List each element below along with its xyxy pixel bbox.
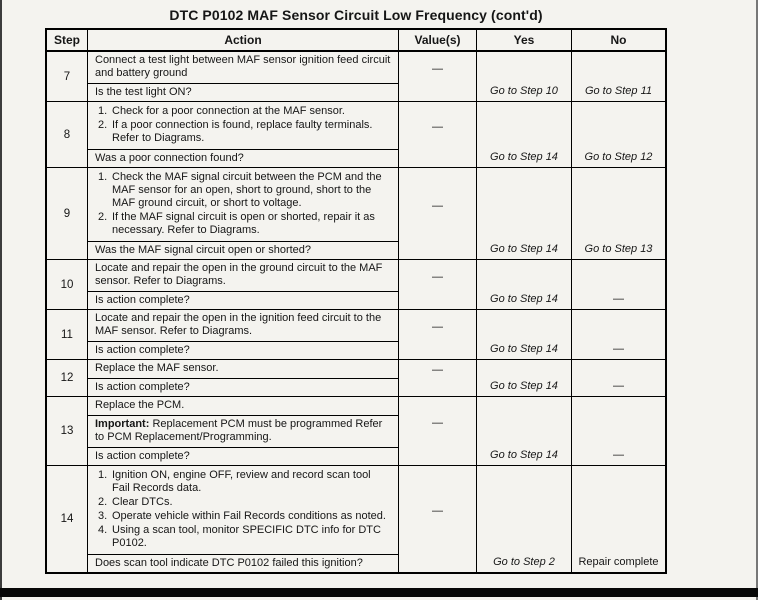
step-cell: 13 <box>60 425 74 437</box>
action-segment: Important: Replacement PCM must be programmed Refer to PCM Replacement/Programming. <box>88 415 398 447</box>
table-row <box>47 259 665 309</box>
action-question: Is action complete? <box>88 291 398 309</box>
document-page <box>45 2 667 574</box>
header-cell-value: Value(s) <box>398 30 476 50</box>
no-cell: Go to Step 12 <box>571 102 665 167</box>
page-title: DTC P0102 MAF Sensor Circuit Low Frequency (cont'd) <box>169 7 543 23</box>
no-cell: — <box>571 360 665 396</box>
action-cell <box>87 102 398 167</box>
action-cell <box>87 168 398 259</box>
action-body <box>88 260 398 291</box>
step-cell: 14 <box>60 513 74 525</box>
step-cell: 9 <box>63 207 71 220</box>
action-question: Does scan tool indicate DTC P0102 failed this ignition? <box>88 554 398 572</box>
table-row <box>47 359 665 396</box>
action-cell <box>87 52 398 101</box>
header-cell-yes: Yes <box>476 30 571 50</box>
yes-cell: Go to Step 2 <box>476 466 571 572</box>
action-list-item: 2. If the MAF signal circuit is open or shorted, repair it as necessary. Refer to Diagrams. <box>98 211 375 236</box>
no-cell: Go to Step 13 <box>571 168 665 259</box>
value-cell: — <box>398 168 476 259</box>
step-cell: 10 <box>60 278 74 291</box>
value-cell: — <box>398 260 476 309</box>
action-segment: Replace the MAF sensor. <box>95 362 219 374</box>
action-body <box>88 52 398 83</box>
value-cell: — <box>398 102 476 167</box>
value-cell: — <box>398 397 476 465</box>
action-cell <box>87 397 398 465</box>
yes-cell: Go to Step 14 <box>476 102 571 167</box>
action-segment: Locate and repair the open in the ignition feed circuit to the MAF sensor. Refer to Diagrams. <box>95 312 382 337</box>
no-cell: — <box>571 397 665 465</box>
table-row <box>47 396 665 465</box>
action-cell <box>87 310 398 359</box>
action-body <box>88 360 398 378</box>
dtc-table <box>45 28 667 574</box>
yes-cell: Go to Step 14 <box>476 360 571 396</box>
action-list-item: 2. Clear DTCs. <box>98 496 173 508</box>
table-row <box>47 465 665 572</box>
yes-cell: Go to Step 14 <box>476 310 571 359</box>
no-cell: — <box>571 310 665 359</box>
action-cell <box>87 260 398 309</box>
action-segment: Locate and repair the open in the ground circuit to the MAF sensor. Refer to Diagrams. <box>95 262 383 287</box>
table-row <box>47 51 665 101</box>
table-row <box>47 167 665 259</box>
table-header-row <box>47 30 665 51</box>
action-segment: Replace the PCM. <box>95 399 185 411</box>
action-body <box>88 397 398 447</box>
action-question: Was the MAF signal circuit open or shorted? <box>88 241 398 259</box>
table-row <box>47 309 665 359</box>
action-segment <box>88 168 398 241</box>
header-cell-action: Action <box>87 30 398 50</box>
header-cell-no: No <box>571 30 665 50</box>
step-cell: 8 <box>63 128 71 141</box>
no-cell: Repair complete <box>571 466 665 572</box>
value-cell: — <box>398 360 476 396</box>
no-cell: Go to Step 11 <box>571 52 665 101</box>
scan-edge-left <box>0 0 2 600</box>
action-cell <box>87 466 398 572</box>
header-cell-step: Step <box>53 33 80 47</box>
step-cell: 12 <box>60 372 74 384</box>
value-cell: — <box>398 52 476 101</box>
value-cell: — <box>398 310 476 359</box>
action-list-item: 1. Check for a poor connection at the MAF sensor. <box>98 105 345 117</box>
action-question: Is action complete? <box>88 447 398 465</box>
action-segment: Connect a test light between MAF sensor ignition feed circuit and battery ground <box>95 54 391 79</box>
value-cell: — <box>398 466 476 572</box>
action-body <box>88 168 398 241</box>
step-cell: 11 <box>61 328 73 341</box>
action-question: Is action complete? <box>88 378 398 396</box>
scan-bottom-bar <box>0 588 758 597</box>
action-segment <box>88 102 398 149</box>
action-list-item: 1. Check the MAF signal circuit between the PCM and the MAF sensor for an open, short to ground, short to the MAF ground circuit, or short to voltage. <box>98 171 382 209</box>
action-cell <box>87 360 398 396</box>
no-cell: — <box>571 260 665 309</box>
action-list-item: 3. Operate vehicle within Fail Records conditions as noted. <box>98 510 386 522</box>
action-list-item: 1. Ignition ON, engine OFF, review and record scan tool Fail Records data. <box>98 469 371 494</box>
action-list-item: 4. Using a scan tool, monitor SPECIFIC DTC info for DTC P0102. <box>98 524 381 549</box>
action-list-item: 2. If a poor connection is found, replace faulty terminals. Refer to Diagrams. <box>98 119 373 144</box>
yes-cell: Go to Step 14 <box>476 397 571 465</box>
yes-cell: Go to Step 10 <box>476 52 571 101</box>
action-segment <box>88 466 398 554</box>
action-body <box>88 466 398 554</box>
action-question: Was a poor connection found? <box>88 149 398 167</box>
action-body <box>88 310 398 341</box>
table-row <box>47 101 665 167</box>
yes-cell: Go to Step 14 <box>476 168 571 259</box>
yes-cell: Go to Step 14 <box>476 260 571 309</box>
step-cell: 7 <box>63 70 71 83</box>
action-question: Is action complete? <box>88 341 398 359</box>
action-body <box>88 102 398 149</box>
action-question: Is the test light ON? <box>88 83 398 101</box>
